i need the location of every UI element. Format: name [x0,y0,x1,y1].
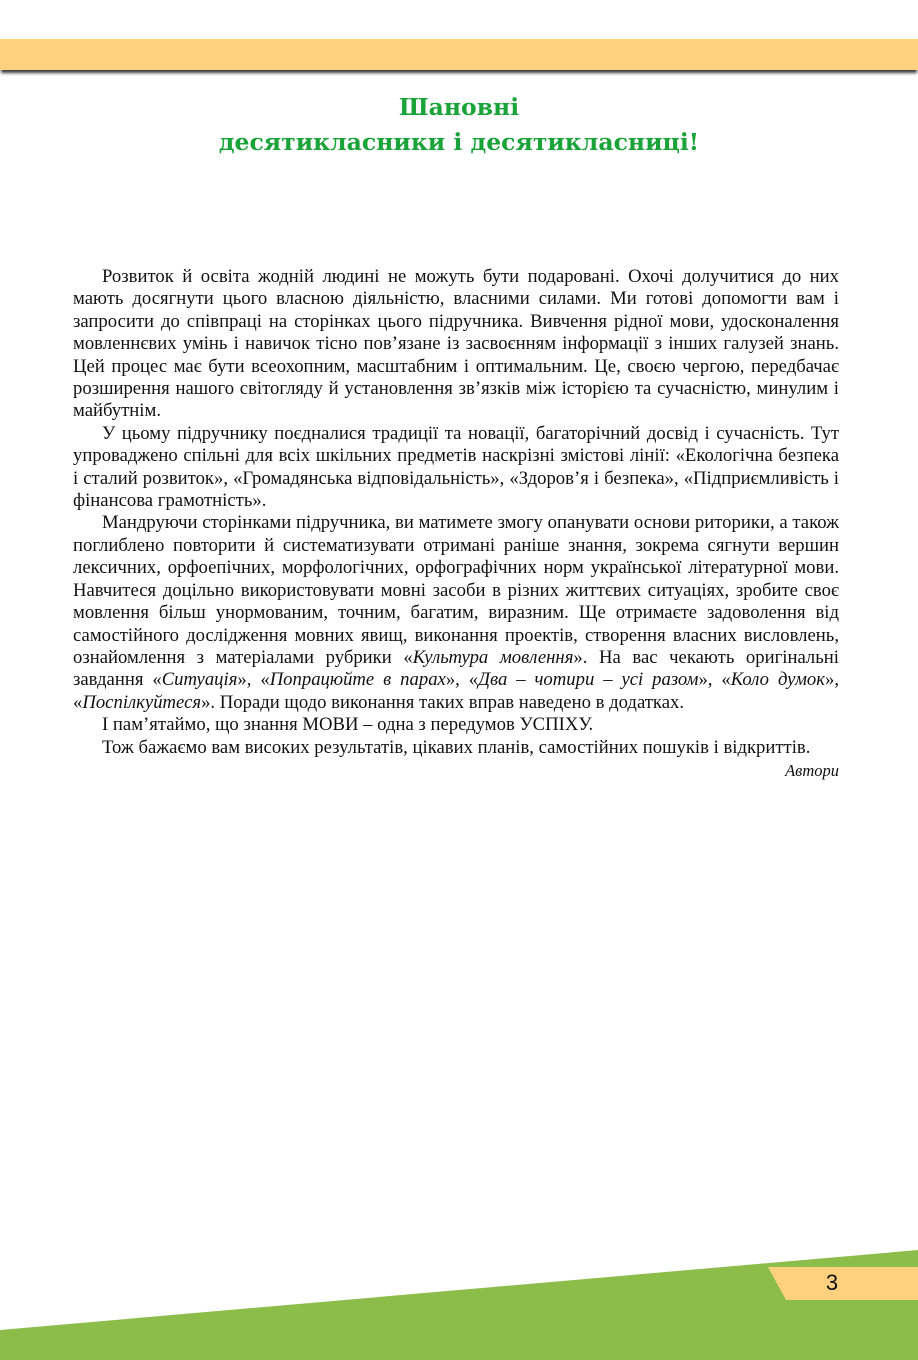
title-line-2: десятикласники і десятикласниці! [218,128,700,156]
rubric-situation: Ситуація [161,669,238,691]
rubric-pairs: Попрацюйте в парах [269,669,446,691]
header-decor-bar [0,39,918,70]
paragraph-3-text: Мандруючи сторінками підручника, ви матимете змогу опанувати основи риторики, а також поглиблено повторити й систематизувати отримані раніше знання, зокрема сягнути вершин лексичних, орфоепічних, морфологічних, орфографічних норм української літературної мови. Навчитеся доцільно використовувати мовні засоби в різних життєвих ситуаціях, зробите своє мовлення більш унормованим, точним, багатим, виразним. Ще отримаєте задоволення від самостійного дослідження мовних явищ, виконання проектів, створення власних висловлень, ознайомлення з матеріалами рубрики « [73,512,839,668]
paragraph-3 [73,512,839,714]
rubric-communicate: Поспілкуйтеся [82,691,202,713]
rubric-culture: Культура мовлення [412,646,574,668]
page-number: 3 [825,1270,839,1295]
paragraph-3-text: ». Поради щодо виконання таких вправ наведено в додатках. [201,691,685,713]
authors-signature: Автори [785,760,839,780]
paragraph-3-text: », « [73,669,840,713]
paragraph-3-text: ». На вас чекають оригінальні завдання « [73,646,839,691]
title-line-1: Шановні [398,93,520,121]
preface-text [73,266,839,781]
paragraph-4: І пам’ятаймо, що знання МОВИ – одна з передумов УСПІХУ. [102,714,594,736]
paragraph-3-text: », « [445,669,479,691]
paragraph-5: Тож бажаємо вам високих результатів, цікавих планів, самостійних пошуків і відкриттів. [102,736,811,758]
paragraph-3-text: », « [237,669,270,691]
footer-decor [0,1240,918,1360]
footer-green-wedge [0,1250,918,1360]
rubric-two-four-all: Два – чотири – усі разом [478,669,699,691]
paragraph-3-text: », « [698,669,731,691]
paragraph-2: У цьому підручнику поєдналися традиції та новації, багаторічний досвід і сучасність. Тут упроваджено спільні для всіх шкільних предметів наскрізні змістові лінії: «Екологічна безпека і сталий розвиток», «Громадянська відповідальність», «Здоров’я і безпека», «Підприємливість і фінансова грамотність». [73,422,839,512]
paragraph-1: Розвиток й освіта жодній людині не можуть бути подаровані. Охочі долучитися до них мають досягнути цього власною діяльністю, власними силами. Ми готові допомогти вам і запросити до співпраці на сторінках цього підручника. Вивчення рідної мови, удосконалення мовленнєвих умінь і навичок тісно пов’язане із засвоєнням інформації з інших галузей знань. Цей процес має бути всеохопним, масштабним і оптимальним. Це, своєю чергою, передбачає розширення нашого світогляду й установлення зв’язків між історією та сучасністю, минулим і майбутнім. [73,266,839,422]
page-title [0,90,918,160]
rubric-circle: Коло думок [730,669,825,691]
